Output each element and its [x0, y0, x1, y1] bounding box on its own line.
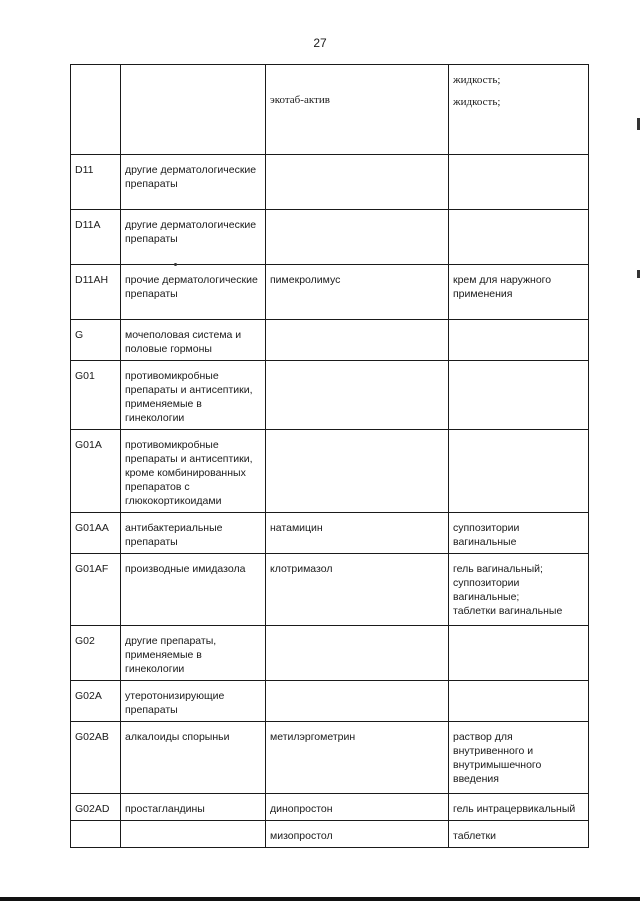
- code-cell: G02AD: [71, 794, 121, 821]
- table-row: [71, 265, 589, 320]
- form-cell: [449, 361, 589, 430]
- drug-cell: пимекролимус: [266, 265, 449, 320]
- form-line: суппозитории вагинальные;: [453, 577, 520, 603]
- table-row: [71, 821, 589, 848]
- drug-cell: [266, 210, 449, 265]
- group-cell: прочие дерматологические препараты: [121, 265, 266, 320]
- code-cell: D11: [71, 155, 121, 210]
- table-row: [71, 320, 589, 361]
- form-cell: [449, 320, 589, 361]
- code-cell: D11AH: [71, 265, 121, 320]
- group-cell: простагландины: [121, 794, 266, 821]
- form-line: гель вагинальный;: [453, 563, 543, 575]
- group-cell: утеротонизирующие препараты: [121, 681, 266, 722]
- code-cell: G01A: [71, 430, 121, 513]
- group-cell: [121, 821, 266, 848]
- drug-cell: [266, 626, 449, 681]
- code-cell: G02A: [71, 681, 121, 722]
- drug-cell: клотримазол: [266, 554, 449, 626]
- form-cell: [449, 626, 589, 681]
- group-cell: противомикробные препараты и антисептики, применяемые в гинекологии: [121, 361, 266, 430]
- code-cell: G01AA: [71, 513, 121, 554]
- scan-speck: [174, 263, 177, 266]
- group-cell: мочеполовая система и половые гормоны: [121, 320, 266, 361]
- table-row: [71, 65, 589, 155]
- table-row: [71, 210, 589, 265]
- table-row: [71, 626, 589, 681]
- drug-cell: натамицин: [266, 513, 449, 554]
- table-row: [71, 722, 589, 794]
- drug-cell: мизопростол: [266, 821, 449, 848]
- drug-cell: [266, 65, 449, 155]
- group-cell: [121, 65, 266, 155]
- code-cell: G01: [71, 361, 121, 430]
- drug-cell: метилэргометрин: [266, 722, 449, 794]
- table-row: [71, 155, 589, 210]
- table-row: [71, 794, 589, 821]
- table-row: [71, 361, 589, 430]
- form-cell: [449, 681, 589, 722]
- form-cell: [449, 65, 589, 155]
- table-row: [71, 681, 589, 722]
- form-cell: [449, 210, 589, 265]
- form-cell: суппозитории вагинальные: [449, 513, 589, 554]
- drug-cell: [266, 361, 449, 430]
- code-cell: G01AF: [71, 554, 121, 626]
- table-row: [71, 513, 589, 554]
- drug-cell: динопростон: [266, 794, 449, 821]
- table-row: [71, 554, 589, 626]
- group-cell: производные имидазола: [121, 554, 266, 626]
- drug-classification-table: [70, 64, 589, 848]
- group-cell: противомикробные препараты и антисептики, кроме комбинированных препаратов с глюкокортикоидами: [121, 430, 266, 513]
- page-number: 27: [313, 36, 327, 50]
- form-cell: таблетки: [449, 821, 589, 848]
- code-cell: G02: [71, 626, 121, 681]
- page-bottom-rule: [0, 897, 640, 901]
- code-cell: D11A: [71, 210, 121, 265]
- drug-cell: [266, 430, 449, 513]
- form-line: таблетки вагинальные: [453, 605, 563, 617]
- form-line: жидкость;: [453, 74, 501, 86]
- code-cell: G: [71, 320, 121, 361]
- form-line: жидкость;: [453, 96, 501, 108]
- form-cell: гель интрацервикальный: [449, 794, 589, 821]
- code-cell: G02AB: [71, 722, 121, 794]
- form-cell: крем для наружного применения: [449, 265, 589, 320]
- group-cell: другие дерматологические препараты: [121, 210, 266, 265]
- form-cell: [449, 430, 589, 513]
- group-cell: алкалоиды спорыньи: [121, 722, 266, 794]
- form-cell: [449, 554, 589, 626]
- drug-cell: [266, 681, 449, 722]
- code-cell: [71, 821, 121, 848]
- form-cell: раствор для внутривенного и внутримышечного введения: [449, 722, 589, 794]
- form-cell: [449, 155, 589, 210]
- drug-cell: [266, 155, 449, 210]
- drug-cell: [266, 320, 449, 361]
- group-cell: другие препараты, применяемые в гинекологии: [121, 626, 266, 681]
- table-row: [71, 430, 589, 513]
- group-cell: другие дерматологические препараты: [121, 155, 266, 210]
- code-cell: [71, 65, 121, 155]
- group-cell: антибактериальные препараты: [121, 513, 266, 554]
- drug-name: экотаб-актив: [270, 94, 330, 106]
